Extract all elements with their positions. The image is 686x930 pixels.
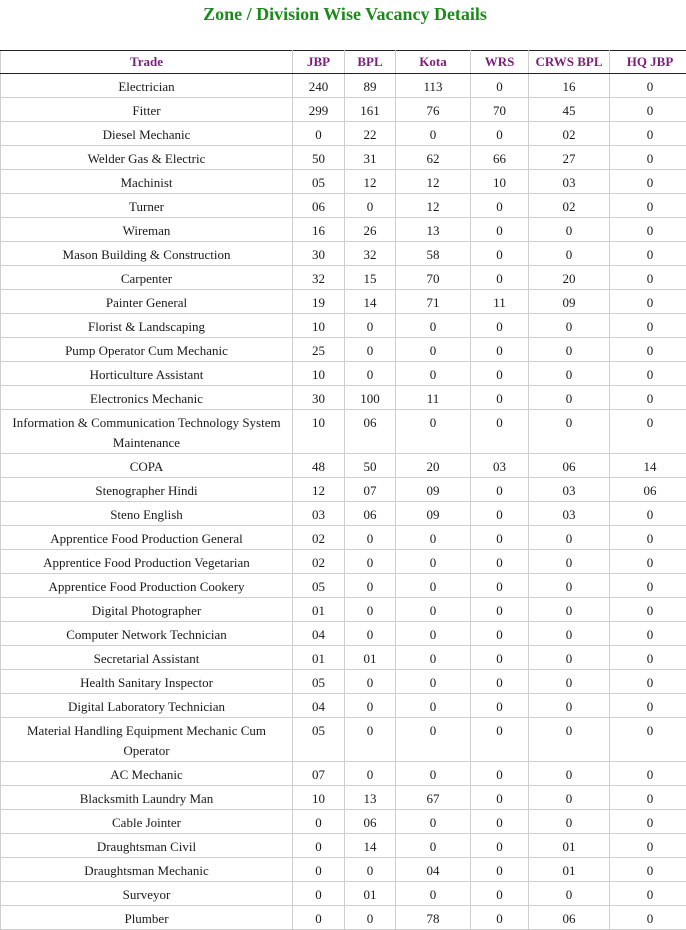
cell-bpl: 0 (345, 598, 396, 622)
cell-kota: 113 (396, 74, 471, 98)
cell-jbp: 0 (293, 122, 345, 146)
cell-trade: Health Sanitary Inspector (1, 670, 293, 694)
cell-kota: 09 (396, 502, 471, 526)
cell-jbp: 05 (293, 574, 345, 598)
cell-bpl: 01 (345, 646, 396, 670)
cell-hq-jbp: 14 (610, 454, 686, 478)
cell-trade: Blacksmith Laundry Man (1, 786, 293, 810)
cell-trade: Mason Building & Construction (1, 242, 293, 266)
cell-kota: 76 (396, 98, 471, 122)
cell-trade: Computer Network Technician (1, 622, 293, 646)
cell-crws-bpl: 03 (529, 170, 610, 194)
table-row (1, 550, 686, 574)
table-row (1, 622, 686, 646)
cell-kota: 0 (396, 550, 471, 574)
cell-jbp: 48 (293, 454, 345, 478)
cell-wrs: 0 (471, 718, 529, 762)
cell-bpl: 0 (345, 858, 396, 882)
cell-bpl: 0 (345, 906, 396, 930)
cell-bpl: 0 (345, 574, 396, 598)
table-row (1, 670, 686, 694)
cell-crws-bpl: 0 (529, 622, 610, 646)
cell-jbp: 30 (293, 242, 345, 266)
cell-hq-jbp: 06 (610, 478, 686, 502)
cell-hq-jbp: 0 (610, 242, 686, 266)
cell-trade: Plumber (1, 906, 293, 930)
cell-kota: 0 (396, 718, 471, 762)
cell-crws-bpl: 0 (529, 718, 610, 762)
cell-trade: COPA (1, 454, 293, 478)
cell-kota: 0 (396, 314, 471, 338)
table-row (1, 834, 686, 858)
cell-crws-bpl: 02 (529, 194, 610, 218)
cell-wrs: 0 (471, 622, 529, 646)
cell-trade: Apprentice Food Production Cookery (1, 574, 293, 598)
header-wrs: WRS (471, 51, 529, 74)
cell-hq-jbp: 0 (610, 670, 686, 694)
table-row (1, 410, 686, 454)
cell-jbp: 50 (293, 146, 345, 170)
cell-kota: 71 (396, 290, 471, 314)
cell-kota: 0 (396, 622, 471, 646)
header-row (1, 51, 686, 74)
cell-kota: 62 (396, 146, 471, 170)
cell-hq-jbp: 0 (610, 170, 686, 194)
table-row (1, 858, 686, 882)
cell-crws-bpl: 0 (529, 762, 610, 786)
cell-hq-jbp: 0 (610, 338, 686, 362)
cell-wrs: 0 (471, 74, 529, 98)
cell-jbp: 19 (293, 290, 345, 314)
cell-jbp: 05 (293, 170, 345, 194)
cell-trade: Diesel Mechanic (1, 122, 293, 146)
cell-crws-bpl: 0 (529, 810, 610, 834)
cell-jbp: 02 (293, 550, 345, 574)
header-kota: Kota (396, 51, 471, 74)
cell-jbp: 0 (293, 882, 345, 906)
cell-wrs: 0 (471, 338, 529, 362)
header-trade: Trade (1, 51, 293, 74)
table-body (1, 74, 686, 930)
cell-hq-jbp: 0 (610, 622, 686, 646)
cell-bpl: 161 (345, 98, 396, 122)
cell-kota: 0 (396, 338, 471, 362)
cell-crws-bpl: 0 (529, 550, 610, 574)
cell-wrs: 0 (471, 314, 529, 338)
cell-crws-bpl: 16 (529, 74, 610, 98)
cell-wrs: 11 (471, 290, 529, 314)
cell-hq-jbp: 0 (610, 834, 686, 858)
cell-kota: 20 (396, 454, 471, 478)
table-row (1, 362, 686, 386)
cell-trade: Pump Operator Cum Mechanic (1, 338, 293, 362)
cell-wrs: 0 (471, 834, 529, 858)
cell-crws-bpl: 0 (529, 338, 610, 362)
cell-jbp: 06 (293, 194, 345, 218)
cell-trade: Machinist (1, 170, 293, 194)
cell-kota: 11 (396, 386, 471, 410)
cell-jbp: 10 (293, 786, 345, 810)
cell-kota: 0 (396, 362, 471, 386)
cell-hq-jbp: 0 (610, 882, 686, 906)
vacancy-table (0, 50, 686, 930)
cell-crws-bpl: 0 (529, 598, 610, 622)
cell-trade: Digital Photographer (1, 598, 293, 622)
cell-jbp: 25 (293, 338, 345, 362)
cell-bpl: 32 (345, 242, 396, 266)
cell-hq-jbp: 0 (610, 362, 686, 386)
table-row (1, 266, 686, 290)
cell-wrs: 0 (471, 266, 529, 290)
cell-wrs: 0 (471, 762, 529, 786)
cell-jbp: 05 (293, 718, 345, 762)
cell-crws-bpl: 03 (529, 502, 610, 526)
cell-bpl: 06 (345, 502, 396, 526)
table-row (1, 194, 686, 218)
cell-jbp: 16 (293, 218, 345, 242)
table-row (1, 478, 686, 502)
cell-crws-bpl: 09 (529, 290, 610, 314)
cell-hq-jbp: 0 (610, 218, 686, 242)
cell-crws-bpl: 0 (529, 386, 610, 410)
cell-wrs: 0 (471, 526, 529, 550)
cell-jbp: 04 (293, 694, 345, 718)
cell-trade: Apprentice Food Production General (1, 526, 293, 550)
cell-bpl: 0 (345, 694, 396, 718)
cell-kota: 12 (396, 194, 471, 218)
cell-wrs: 0 (471, 694, 529, 718)
header-crws-bpl: CRWS BPL (529, 51, 610, 74)
cell-kota: 0 (396, 670, 471, 694)
cell-trade: Painter General (1, 290, 293, 314)
cell-bpl: 14 (345, 834, 396, 858)
header-jbp: JBP (293, 51, 345, 74)
cell-trade: AC Mechanic (1, 762, 293, 786)
cell-bpl: 0 (345, 194, 396, 218)
cell-trade: Surveyor (1, 882, 293, 906)
cell-hq-jbp: 0 (610, 146, 686, 170)
cell-trade: Welder Gas & Electric (1, 146, 293, 170)
table-row (1, 718, 686, 762)
cell-bpl: 0 (345, 362, 396, 386)
cell-bpl: 13 (345, 786, 396, 810)
cell-hq-jbp: 0 (610, 386, 686, 410)
cell-kota: 0 (396, 762, 471, 786)
cell-bpl: 26 (345, 218, 396, 242)
table-row (1, 338, 686, 362)
table-row (1, 146, 686, 170)
cell-bpl: 15 (345, 266, 396, 290)
cell-trade: Draughtsman Mechanic (1, 858, 293, 882)
cell-crws-bpl: 0 (529, 362, 610, 386)
cell-wrs: 70 (471, 98, 529, 122)
cell-jbp: 02 (293, 526, 345, 550)
cell-kota: 70 (396, 266, 471, 290)
cell-jbp: 05 (293, 670, 345, 694)
cell-bpl: 0 (345, 314, 396, 338)
cell-jbp: 0 (293, 906, 345, 930)
cell-crws-bpl: 0 (529, 410, 610, 454)
cell-kota: 09 (396, 478, 471, 502)
cell-kota: 0 (396, 834, 471, 858)
cell-crws-bpl: 03 (529, 478, 610, 502)
cell-trade: Cable Jointer (1, 810, 293, 834)
cell-bpl: 31 (345, 146, 396, 170)
table-row (1, 170, 686, 194)
cell-hq-jbp: 0 (610, 646, 686, 670)
cell-trade: Electrician (1, 74, 293, 98)
cell-kota: 13 (396, 218, 471, 242)
cell-kota: 0 (396, 694, 471, 718)
cell-wrs: 0 (471, 502, 529, 526)
cell-jbp: 30 (293, 386, 345, 410)
cell-kota: 0 (396, 122, 471, 146)
cell-kota: 58 (396, 242, 471, 266)
table-row (1, 314, 686, 338)
cell-crws-bpl: 0 (529, 218, 610, 242)
cell-trade: Fitter (1, 98, 293, 122)
cell-hq-jbp: 0 (610, 410, 686, 454)
cell-wrs: 0 (471, 810, 529, 834)
cell-hq-jbp: 0 (610, 290, 686, 314)
cell-bpl: 100 (345, 386, 396, 410)
cell-jbp: 32 (293, 266, 345, 290)
cell-crws-bpl: 45 (529, 98, 610, 122)
cell-hq-jbp: 0 (610, 574, 686, 598)
cell-bpl: 0 (345, 670, 396, 694)
cell-crws-bpl: 01 (529, 834, 610, 858)
header-bpl: BPL (345, 51, 396, 74)
cell-bpl: 0 (345, 762, 396, 786)
cell-wrs: 0 (471, 410, 529, 454)
table-row (1, 906, 686, 930)
table-row (1, 122, 686, 146)
cell-hq-jbp: 0 (610, 858, 686, 882)
cell-wrs: 0 (471, 646, 529, 670)
cell-trade: Stenographer Hindi (1, 478, 293, 502)
cell-jbp: 04 (293, 622, 345, 646)
cell-wrs: 0 (471, 786, 529, 810)
cell-crws-bpl: 20 (529, 266, 610, 290)
cell-crws-bpl: 0 (529, 882, 610, 906)
cell-hq-jbp: 0 (610, 314, 686, 338)
cell-trade: Carpenter (1, 266, 293, 290)
cell-wrs: 0 (471, 882, 529, 906)
table-row (1, 810, 686, 834)
cell-crws-bpl: 0 (529, 694, 610, 718)
cell-hq-jbp: 0 (610, 810, 686, 834)
cell-bpl: 89 (345, 74, 396, 98)
cell-trade: Wireman (1, 218, 293, 242)
table-row (1, 242, 686, 266)
cell-bpl: 0 (345, 550, 396, 574)
cell-hq-jbp: 0 (610, 502, 686, 526)
cell-hq-jbp: 0 (610, 526, 686, 550)
cell-crws-bpl: 02 (529, 122, 610, 146)
cell-wrs: 0 (471, 242, 529, 266)
cell-kota: 0 (396, 526, 471, 550)
cell-kota: 0 (396, 574, 471, 598)
cell-jbp: 240 (293, 74, 345, 98)
cell-crws-bpl: 27 (529, 146, 610, 170)
cell-wrs: 0 (471, 670, 529, 694)
cell-crws-bpl: 01 (529, 858, 610, 882)
cell-jbp: 10 (293, 314, 345, 338)
cell-wrs: 0 (471, 218, 529, 242)
cell-hq-jbp: 0 (610, 266, 686, 290)
cell-bpl: 50 (345, 454, 396, 478)
header-hq-jbp: HQ JBP (610, 51, 686, 74)
cell-jbp: 10 (293, 362, 345, 386)
cell-wrs: 0 (471, 194, 529, 218)
cell-trade: Secretarial Assistant (1, 646, 293, 670)
table-row (1, 762, 686, 786)
cell-trade: Material Handling Equipment Mechanic Cum Operator (1, 718, 293, 762)
table-row (1, 98, 686, 122)
cell-wrs: 0 (471, 386, 529, 410)
cell-trade: Turner (1, 194, 293, 218)
cell-kota: 0 (396, 646, 471, 670)
cell-jbp: 07 (293, 762, 345, 786)
cell-trade: Steno English (1, 502, 293, 526)
cell-bpl: 0 (345, 622, 396, 646)
cell-kota: 67 (396, 786, 471, 810)
table-row (1, 386, 686, 410)
cell-hq-jbp: 0 (610, 74, 686, 98)
cell-jbp: 10 (293, 410, 345, 454)
cell-hq-jbp: 0 (610, 718, 686, 762)
cell-kota: 0 (396, 410, 471, 454)
cell-hq-jbp: 0 (610, 122, 686, 146)
cell-wrs: 66 (471, 146, 529, 170)
cell-jbp: 01 (293, 646, 345, 670)
cell-bpl: 0 (345, 526, 396, 550)
table-row (1, 786, 686, 810)
cell-trade: Draughtsman Civil (1, 834, 293, 858)
table-header (1, 51, 686, 74)
cell-kota: 0 (396, 598, 471, 622)
cell-crws-bpl: 0 (529, 670, 610, 694)
table-row (1, 502, 686, 526)
cell-crws-bpl: 0 (529, 574, 610, 598)
table-row (1, 598, 686, 622)
cell-crws-bpl: 0 (529, 646, 610, 670)
cell-wrs: 0 (471, 858, 529, 882)
cell-kota: 0 (396, 810, 471, 834)
cell-bpl: 06 (345, 410, 396, 454)
table-row (1, 882, 686, 906)
cell-hq-jbp: 0 (610, 98, 686, 122)
cell-crws-bpl: 0 (529, 526, 610, 550)
cell-wrs: 0 (471, 362, 529, 386)
table-row (1, 290, 686, 314)
table-row (1, 218, 686, 242)
table-row (1, 74, 686, 98)
cell-jbp: 0 (293, 810, 345, 834)
cell-jbp: 12 (293, 478, 345, 502)
cell-wrs: 0 (471, 122, 529, 146)
cell-bpl: 07 (345, 478, 396, 502)
cell-wrs: 0 (471, 906, 529, 930)
cell-kota: 12 (396, 170, 471, 194)
cell-trade: Electronics Mechanic (1, 386, 293, 410)
cell-jbp: 03 (293, 502, 345, 526)
cell-wrs: 0 (471, 574, 529, 598)
cell-crws-bpl: 0 (529, 242, 610, 266)
cell-trade: Apprentice Food Production Vegetarian (1, 550, 293, 574)
cell-wrs: 10 (471, 170, 529, 194)
cell-trade: Digital Laboratory Technician (1, 694, 293, 718)
cell-bpl: 01 (345, 882, 396, 906)
cell-wrs: 0 (471, 550, 529, 574)
cell-crws-bpl: 06 (529, 906, 610, 930)
cell-hq-jbp: 0 (610, 194, 686, 218)
cell-crws-bpl: 06 (529, 454, 610, 478)
cell-jbp: 01 (293, 598, 345, 622)
cell-kota: 0 (396, 882, 471, 906)
cell-hq-jbp: 0 (610, 550, 686, 574)
cell-crws-bpl: 0 (529, 314, 610, 338)
table-row (1, 646, 686, 670)
table-row (1, 454, 686, 478)
cell-bpl: 0 (345, 718, 396, 762)
cell-bpl: 06 (345, 810, 396, 834)
cell-bpl: 14 (345, 290, 396, 314)
cell-crws-bpl: 0 (529, 786, 610, 810)
cell-wrs: 03 (471, 454, 529, 478)
table-row (1, 574, 686, 598)
cell-jbp: 0 (293, 858, 345, 882)
page-title: Zone / Division Wise Vacancy Details (0, 3, 686, 25)
cell-bpl: 12 (345, 170, 396, 194)
cell-hq-jbp: 0 (610, 786, 686, 810)
cell-wrs: 0 (471, 598, 529, 622)
cell-kota: 78 (396, 906, 471, 930)
cell-bpl: 0 (345, 338, 396, 362)
cell-hq-jbp: 0 (610, 694, 686, 718)
cell-hq-jbp: 0 (610, 906, 686, 930)
cell-hq-jbp: 0 (610, 762, 686, 786)
cell-jbp: 0 (293, 834, 345, 858)
table-row (1, 526, 686, 550)
cell-trade: Information & Communication Technology System Maintenance (1, 410, 293, 454)
cell-bpl: 22 (345, 122, 396, 146)
cell-trade: Florist & Landscaping (1, 314, 293, 338)
cell-trade: Horticulture Assistant (1, 362, 293, 386)
cell-hq-jbp: 0 (610, 598, 686, 622)
cell-wrs: 0 (471, 478, 529, 502)
cell-jbp: 299 (293, 98, 345, 122)
table-row (1, 694, 686, 718)
cell-kota: 04 (396, 858, 471, 882)
